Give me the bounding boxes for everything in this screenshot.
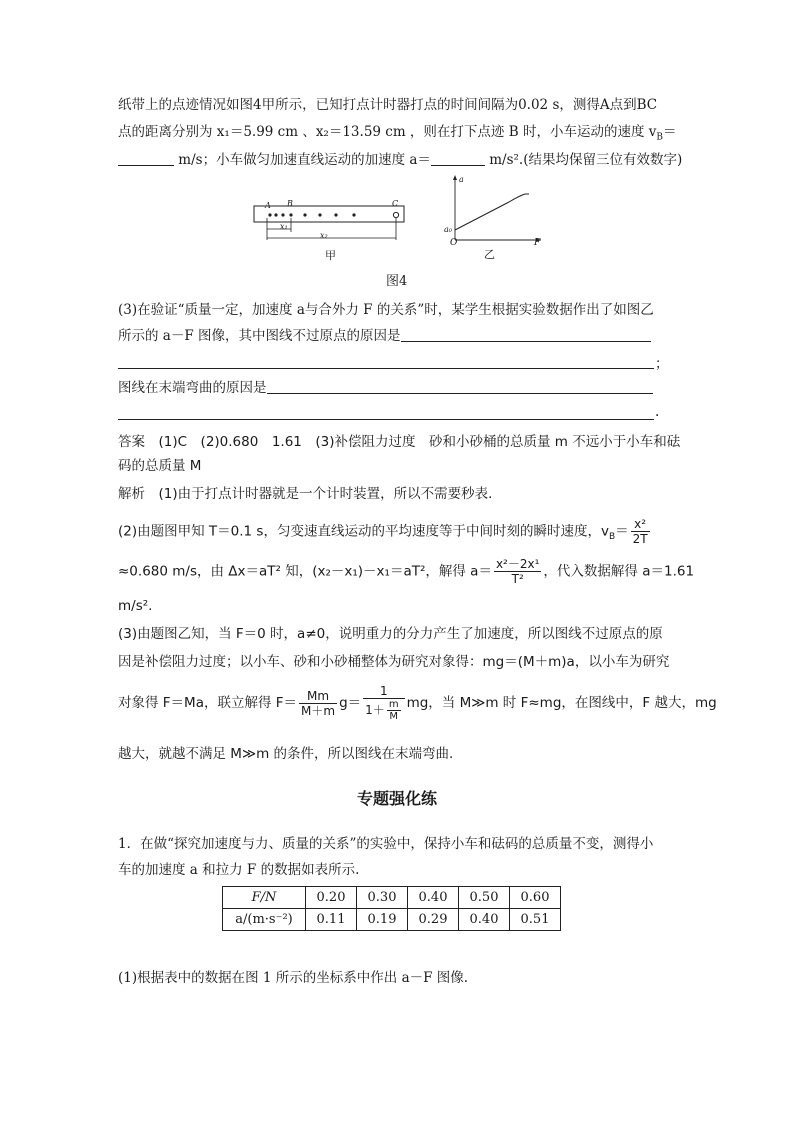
label-x2: x₂ (320, 231, 328, 240)
denominator: T² (511, 572, 524, 586)
text-segment: ＝ (615, 523, 629, 540)
analysis-line (118, 557, 695, 586)
text-segment: 对象得 F＝Ma，联立解得 F＝ (118, 695, 298, 711)
table-cell: 0.40 (408, 887, 459, 909)
text-line: (3)在验证“质量一定，加速度 a与合外力 F 的关系”时，某学生根据实验数据作出了如图乙 (118, 302, 654, 318)
table-cell: 0.50 (459, 887, 510, 909)
text-segment: 所示的 a－F 图像，其中图线不过原点的原因是 (118, 328, 401, 344)
table-cell: 0.60 (510, 887, 561, 909)
text-line: 纸带上的点迹情况如图4甲所示，已知打点计时器打点的时间间隔为0.02 s，测得A点到BC (118, 97, 658, 113)
text-line (118, 326, 680, 346)
analysis-line: 越大，就越不满足 M≫m 的条件，所以图线在末端弯曲. (118, 746, 454, 762)
section-title: 专题强化练 (356, 789, 437, 808)
numerator: x² (631, 517, 650, 532)
text-line: 车的加速度 a 和拉力 F 的数据如表所示. (118, 862, 360, 878)
answer-blank[interactable] (118, 368, 654, 369)
table-cell: 0.51 (510, 909, 561, 931)
numerator: x²－2x¹ (495, 557, 540, 571)
semicolon: ； (655, 356, 669, 372)
text-segment: m/s；小车做匀加速直线运动的加速度 a＝ (178, 152, 431, 168)
table-row (223, 887, 561, 909)
label-C: C (392, 199, 399, 208)
origin-label: O (450, 238, 458, 248)
label-x1: x₁ (280, 222, 288, 231)
numerator: 1 (363, 684, 404, 699)
subscript: B (656, 132, 663, 143)
answer-blank[interactable] (118, 151, 174, 166)
denominator: 2T (632, 532, 648, 546)
analysis-line: (3)由题图乙知，当 F＝0 时，a≠0，说明重力的分力产生了加速度，所以图线不过原点的原 (118, 626, 663, 642)
answer-blank[interactable] (401, 327, 651, 342)
text-segment: ≈0.680 m/s，由 Δx＝aT² 知，(x₂－x₁)－x₁＝aT²，解得 a＝ (118, 563, 492, 580)
text-segment: mg，当 M≫m 时 F≈mg，在图线中，F 越大，mg (406, 695, 717, 711)
table-cell: 0.20 (306, 887, 357, 909)
analysis-line: 因是补偿阻力过度；以小车、砂和小砂桶整体为研究对象得：mg＝(M＋m)a，以小车为研究 (118, 654, 670, 670)
fraction (299, 689, 337, 718)
text-segment: g＝ (339, 695, 362, 711)
table-header-cell: F/N (223, 887, 306, 909)
answer-blank[interactable] (431, 151, 485, 166)
table-cell: 0.40 (459, 909, 510, 931)
answer-blank[interactable] (118, 419, 654, 420)
analysis-line: 解析 (1)由于打点计时器就是一个计时装置，所以不需要秒表. (118, 486, 493, 502)
fraction (363, 684, 404, 722)
figure-jia-caption: 甲 (325, 249, 336, 262)
answer-blank[interactable] (267, 379, 653, 394)
numerator: Mm (299, 689, 337, 704)
fraction (494, 557, 541, 586)
axis-F-label: F (534, 238, 541, 248)
fraction (387, 699, 401, 722)
text-line (118, 122, 680, 148)
table-cell: 0.29 (408, 909, 459, 931)
analysis-line (118, 684, 717, 722)
text-line: 1．在做“探究加速度与力、质量的关系”的实验中，保持小车和砝码的总质量不变，测得小 (118, 836, 654, 852)
text-segment: 点的距离分别为 x₁＝5.99 cm 、x₂＝13.59 cm ，则在打下点迹 B 时，小车运动的速度 v (118, 124, 657, 140)
text-line (118, 378, 680, 398)
text-segment: m/s².(结果均保留三位有效数字) (489, 152, 683, 168)
figure-caption: 图4 (386, 274, 408, 289)
data-table (222, 886, 561, 931)
text-segment: (2)由题图甲知 T＝0.1 s，匀变速直线运动的平均速度等于中间时刻的瞬时速度，v (118, 523, 609, 540)
axis-a-label: a (459, 175, 464, 184)
text-segment: 图线在末端弯曲的原因是 (118, 380, 267, 396)
table-cell: 0.11 (306, 909, 357, 931)
table-cell: 0.30 (357, 887, 408, 909)
answer-line: 答案 (1)C (2)0.680 1.61 (3)补偿阻力过度 砂和小砂桶的总质量 m 不远小于小车和砝 (118, 434, 681, 450)
fraction (631, 517, 650, 546)
text-segment: ，代入数据解得 a＝1.61 (543, 563, 695, 580)
subscript: B (608, 532, 616, 543)
text-line: (1)根据表中的数据在图 1 所示的坐标系中作出 a－F 图像. (118, 970, 469, 986)
table-header-cell: a/(m·s⁻²) (223, 909, 306, 931)
denominator: M＋m (301, 703, 336, 718)
table-cell: 0.19 (357, 909, 408, 931)
period: . (655, 404, 660, 420)
figure-yi-caption: 乙 (484, 248, 495, 261)
label-A: A (265, 201, 271, 210)
numerator: m (388, 699, 399, 710)
denominator: M (389, 711, 398, 722)
analysis-line: m/s². (118, 598, 153, 614)
label-B: B (287, 199, 293, 208)
text-line (118, 150, 683, 170)
analysis-line (118, 517, 680, 547)
table-row (223, 909, 561, 931)
denominator: 1＋ (365, 703, 385, 717)
answer-line: 码的总质量 M (118, 458, 202, 474)
text-segment: ＝ (662, 124, 677, 140)
a0-label: a₀ (444, 225, 452, 234)
